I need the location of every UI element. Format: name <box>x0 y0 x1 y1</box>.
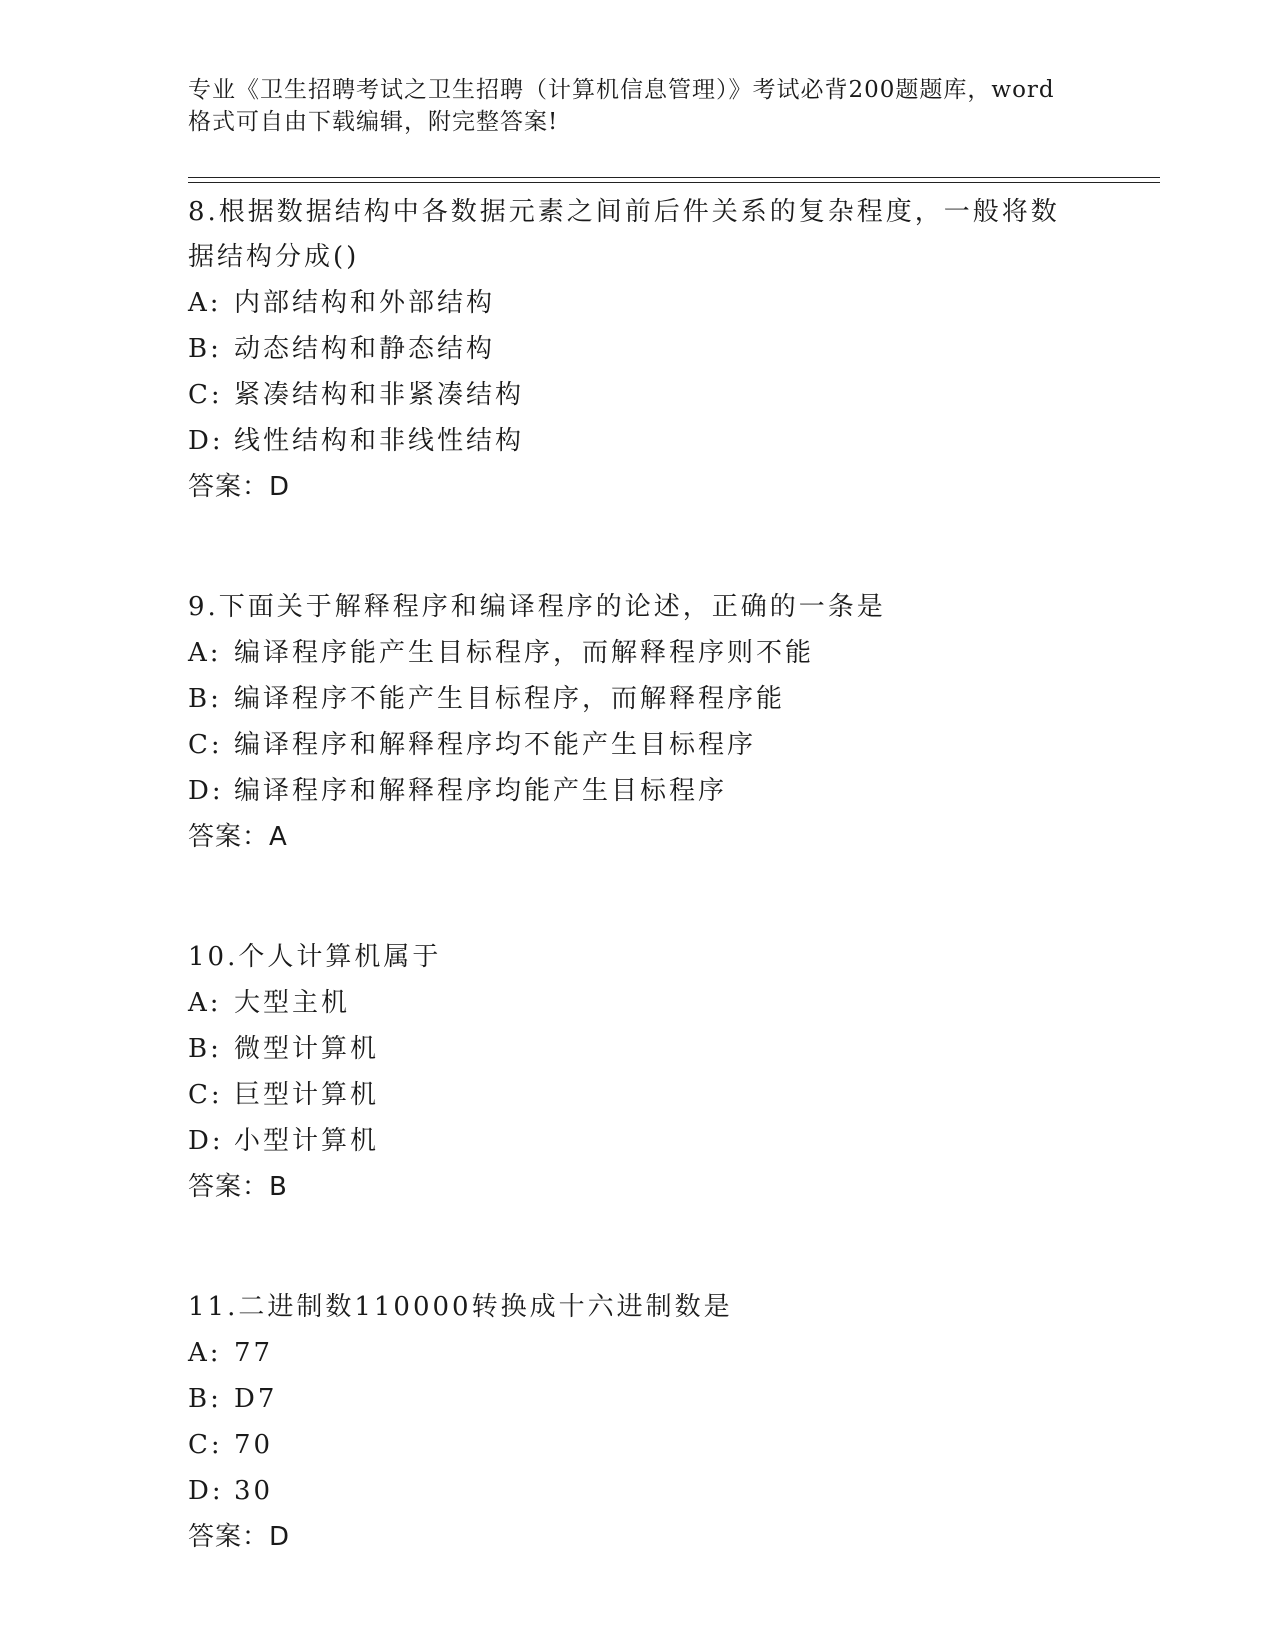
option-letter: B: <box>188 1034 222 1064</box>
option-letter: D: <box>188 1126 224 1156</box>
document-header <box>188 74 1088 138</box>
option-a <box>188 1330 1088 1376</box>
option-text: 大型主机 <box>234 988 351 1018</box>
option-b <box>188 326 1088 372</box>
option-text: 编译程序和解释程序均能产生目标程序 <box>234 776 728 806</box>
header-divider-bottom <box>188 182 1160 183</box>
option-d <box>188 1468 1088 1514</box>
option-text: 77 <box>234 1338 274 1368</box>
option-letter: D: <box>188 1476 224 1506</box>
question-spacer <box>188 860 1088 935</box>
answer-line <box>188 1164 1088 1210</box>
option-c <box>188 1422 1088 1468</box>
option-letter: C: <box>188 380 223 410</box>
answer-label: 答案： <box>188 1522 270 1552</box>
answer-line <box>188 464 1088 510</box>
answer-line <box>188 1514 1088 1560</box>
option-text: 30 <box>234 1476 274 1506</box>
answer-label: 答案： <box>188 822 270 852</box>
question-8 <box>188 190 1088 510</box>
question-stem-line-1: 11.二进制数110000转换成十六进制数是 <box>188 1292 733 1322</box>
option-letter: B: <box>188 684 222 714</box>
option-d <box>188 418 1088 464</box>
option-letter: A: <box>188 288 222 318</box>
option-text: 编译程序能产生目标程序，而解释程序则不能 <box>234 638 815 668</box>
question-10 <box>188 935 1088 1210</box>
option-text: 紧凑结构和非紧凑结构 <box>234 380 525 410</box>
answer-value: D <box>269 1522 291 1552</box>
answer-label: 答案： <box>188 472 270 502</box>
option-letter: C: <box>188 730 223 760</box>
question-stem-line-1: 9.下面关于解释程序和编译程序的论述，正确的一条是 <box>188 592 886 622</box>
option-a <box>188 980 1088 1026</box>
option-letter: A: <box>188 638 222 668</box>
answer-value: B <box>269 1172 288 1202</box>
question-spacer <box>188 1210 1088 1285</box>
question-9 <box>188 585 1088 860</box>
option-d <box>188 1118 1088 1164</box>
answer-value: A <box>269 822 288 852</box>
header-divider-top <box>188 177 1160 178</box>
question-stem <box>188 190 1088 280</box>
option-c <box>188 722 1088 768</box>
option-text: 小型计算机 <box>234 1126 380 1156</box>
question-stem-line-2: 据结构分成() <box>188 242 360 272</box>
option-b <box>188 1026 1088 1072</box>
option-text: 编译程序和解释程序均不能产生目标程序 <box>234 730 757 760</box>
option-letter: A: <box>188 988 222 1018</box>
option-a <box>188 630 1088 676</box>
option-c <box>188 1072 1088 1118</box>
option-letter: B: <box>188 1384 222 1414</box>
question-stem <box>188 1285 1088 1330</box>
header-line-1: 专业《卫生招聘考试之卫生招聘（计算机信息管理）》考试必背200题题库，word <box>188 77 1055 103</box>
question-stem-line-1: 10.个人计算机属于 <box>188 942 442 972</box>
answer-label: 答案： <box>188 1172 270 1202</box>
option-b <box>188 676 1088 722</box>
question-11 <box>188 1285 1088 1560</box>
option-a <box>188 280 1088 326</box>
option-text: 线性结构和非线性结构 <box>234 426 525 456</box>
question-stem <box>188 935 1088 980</box>
question-list <box>188 190 1088 1560</box>
option-letter: B: <box>188 334 222 364</box>
option-text: 动态结构和静态结构 <box>234 334 496 364</box>
option-letter: D: <box>188 776 224 806</box>
question-stem-line-1: 8.根据数据结构中各数据元素之间前后件关系的复杂程度，一般将数 <box>188 197 1060 227</box>
answer-value: D <box>269 472 291 502</box>
option-letter: A: <box>188 1338 222 1368</box>
option-letter: C: <box>188 1080 223 1110</box>
option-text: 内部结构和外部结构 <box>234 288 496 318</box>
option-text: D7 <box>234 1384 278 1414</box>
header-line-2: 格式可自由下载编辑，附完整答案! <box>188 109 559 135</box>
option-text: 70 <box>234 1430 274 1460</box>
option-letter: D: <box>188 426 224 456</box>
option-text: 编译程序不能产生目标程序，而解释程序能 <box>234 684 786 714</box>
option-text: 微型计算机 <box>234 1034 380 1064</box>
question-spacer <box>188 510 1088 585</box>
question-stem <box>188 585 1088 630</box>
option-letter: C: <box>188 1430 223 1460</box>
option-text: 巨型计算机 <box>234 1080 380 1110</box>
option-b <box>188 1376 1088 1422</box>
option-c <box>188 372 1088 418</box>
answer-line <box>188 814 1088 860</box>
option-d <box>188 768 1088 814</box>
